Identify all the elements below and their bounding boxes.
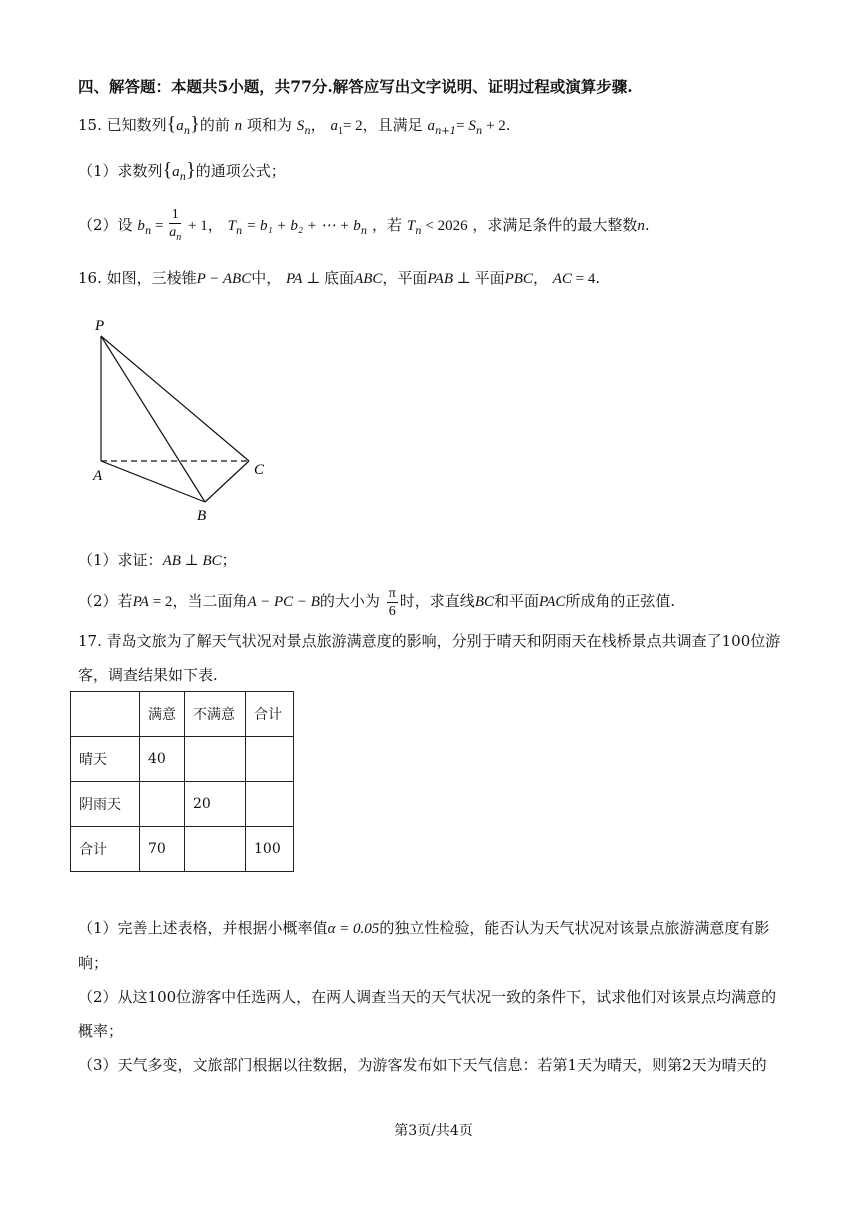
q17-part1-line1: （1）完善上述表格，并根据小概率值α = 0.05的独立性检验，能否认为天气状况对该景点旅游满意度有影 xyxy=(78,919,770,937)
table-cell: 100 xyxy=(246,827,294,872)
q17-part2-line1: （2）从这100位游客中任选两人，在两人调查当天的天气状况一致的条件下，试求他们对该景点均满意的 xyxy=(78,988,777,1006)
pyramid-figure xyxy=(85,312,285,527)
edge-pb xyxy=(101,336,205,502)
table-cell xyxy=(246,737,294,782)
q15-stem: 15. 已知数列$\{a_n\}$的前 n 项和为 $S_n$， $a_1= 2$，且满足 $a_{n+1}= S_n + 2$. xyxy=(78,113,511,137)
q16-part1: （1）求证：AB ⊥ BC； xyxy=(78,551,237,569)
table-cell: 晴天 xyxy=(71,737,140,782)
table-header-cell: 满意 xyxy=(140,692,185,737)
table-cell: 阴雨天 xyxy=(71,782,140,827)
satisfaction-table xyxy=(70,691,294,872)
q17-part2-line2: 概率； xyxy=(78,1022,124,1040)
label-b: B xyxy=(197,508,207,524)
table-cell xyxy=(71,692,140,737)
label-c: C xyxy=(254,462,265,478)
table-cell: 40 xyxy=(140,737,185,782)
edge-bc xyxy=(205,461,249,502)
q17-stem-line1: 17. 青岛文旅为了解天气状况对景点旅游满意度的影响，分别于晴天和阴雨天在栈桥景点共调查了100位游 xyxy=(78,632,781,650)
table-header-row xyxy=(71,692,294,737)
table-cell xyxy=(185,827,246,872)
table-cell xyxy=(140,782,185,827)
table-cell: 20 xyxy=(185,782,246,827)
label-a: A xyxy=(93,468,103,484)
section-heading: 四、解答题：本题共5小题，共77分.解答应写出文字说明、证明过程或演算步骤. xyxy=(78,77,633,96)
table-cell xyxy=(246,782,294,827)
edge-pc xyxy=(101,336,249,461)
q17-part3-line1: （3）天气多变，文旅部门根据以往数据，为游客发布如下天气信息：若第1天为晴天，则第2天为晴天的 xyxy=(78,1056,767,1074)
table-header-cell: 合计 xyxy=(246,692,294,737)
q16-part2: （2）若PA = 2，当二面角A − PC − B的大小为 $\frac{\pi}{6}$ 时，求直线BC和平面PAC所成角的正弦值. xyxy=(78,585,676,619)
table-cell: 合计 xyxy=(71,827,140,872)
table-row xyxy=(71,737,294,782)
q15-part2: （2）设 $b_n$ = $\frac{1}{a_n}$ + 1， $T_n = b_1 + b_2$ + ⋯ + $b_n$ ，若 $T_n < 2026$ ，求满足条件的最大整数n. xyxy=(78,206,650,250)
edge-ab xyxy=(101,461,205,502)
fraction-pi-over-6: $\frac{\pi}{6}$ xyxy=(388,585,396,619)
page-number: 第3页/共4页 xyxy=(394,1123,473,1139)
q17-part1-line2: 响； xyxy=(78,954,109,972)
q17-stem-line2: 客，调查结果如下表. xyxy=(78,666,218,684)
q16-stem: 16. 如图，三棱锥P − ABC中， PA ⊥ 底面ABC，平面PAB ⊥ 平面PBC， AC = 4. xyxy=(78,269,601,287)
table-cell xyxy=(185,737,246,782)
q15-part1: （1）求数列$\{a_n\}$的通项公式； xyxy=(78,159,286,183)
label-p: P xyxy=(95,318,105,334)
table-header-cell: 不满意 xyxy=(185,692,246,737)
table-cell: 70 xyxy=(140,827,185,872)
table-row xyxy=(71,782,294,827)
table-row xyxy=(71,827,294,872)
fraction-1-over-an: $\frac{1}{a_n}$ xyxy=(169,207,182,243)
